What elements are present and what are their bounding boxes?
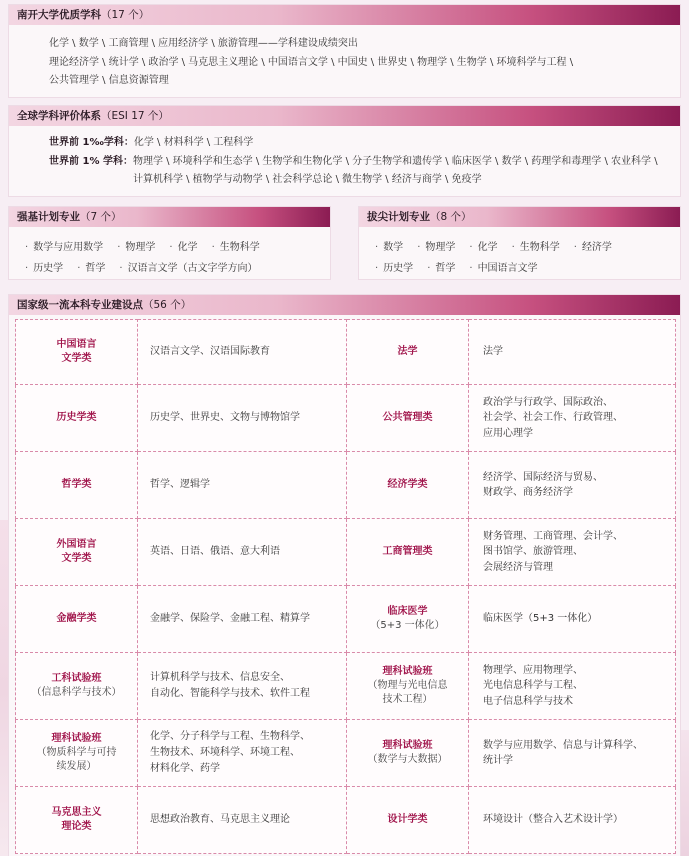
category-name-text: 金融学类 bbox=[56, 613, 97, 624]
category-name bbox=[347, 787, 469, 854]
esi-section bbox=[8, 105, 681, 197]
category-name bbox=[347, 653, 469, 720]
section-title: 拔尖计划专业 bbox=[367, 211, 430, 223]
category-name-sub: （数学与大数据） bbox=[367, 754, 448, 765]
category-name-text: 工商管理类 bbox=[382, 546, 433, 557]
section-header bbox=[359, 207, 680, 227]
table-row bbox=[16, 653, 676, 720]
major-item: · 经济学 bbox=[574, 237, 612, 258]
category-name bbox=[16, 653, 138, 720]
category-majors-text: 经济学、国际经济与贸易、 财政学、商务经济学 bbox=[483, 471, 603, 498]
category-majors bbox=[138, 586, 347, 653]
category-majors-text: 英语、日语、俄语、意大利语 bbox=[150, 546, 280, 557]
category-name bbox=[347, 452, 469, 519]
category-name-text: 哲学类 bbox=[61, 479, 92, 490]
category-majors bbox=[469, 720, 676, 787]
table-row bbox=[16, 385, 676, 452]
category-name-text: 理科试验班 bbox=[51, 733, 102, 744]
category-name-sub: （物质科学与可持 续发展） bbox=[36, 747, 117, 772]
category-majors bbox=[469, 320, 676, 385]
category-majors-text: 数学与应用数学、信息与计算科学、 统计学 bbox=[483, 739, 643, 766]
category-majors bbox=[469, 452, 676, 519]
category-name-text: 马克思主义 理论类 bbox=[51, 807, 102, 832]
esi-value: 物理学 \ 环境科学和生态学 \ 生物学和生物化学 \ 分子生物学和遗传学 \ 临床医学 \ 数学 \ 药理学和毒理学 \ 农业科学 \ 计算机科学 \ 植物学与动物学 \ 社会科学总论 \ 微生物学 \ 经济与商学 \ 免疫学 bbox=[132, 155, 658, 185]
category-majors bbox=[138, 653, 347, 720]
category-majors bbox=[469, 385, 676, 452]
major-item: · 生物科学 bbox=[512, 237, 560, 258]
category-name-text: 理科试验班 bbox=[382, 740, 433, 751]
category-majors-text: 计算机科学与技术、信息安全、 自动化、智能科学与技术、软件工程 bbox=[150, 672, 310, 699]
table-row bbox=[16, 452, 676, 519]
category-majors-text: 思想政治教育、马克思主义理论 bbox=[150, 814, 290, 825]
category-name-sub: （5+3 一体化） bbox=[370, 620, 445, 631]
category-majors-text: 化学、分子科学与工程、生物科学、 生物技术、环境科学、环境工程、 材料化学、药学 bbox=[150, 731, 310, 774]
section-title: 全球学科评价体系 bbox=[17, 110, 101, 122]
section-count: （17 个） bbox=[101, 9, 150, 21]
table-row bbox=[16, 320, 676, 385]
category-name bbox=[16, 320, 138, 385]
category-name-text: 临床医学 bbox=[387, 606, 428, 617]
discipline-line: 化学 \ 数学 \ 工商管理 \ 应用经济学 \ 旅游管理——学科建设成绩突出 bbox=[49, 38, 358, 49]
first-class-majors-section bbox=[8, 294, 681, 856]
table-row bbox=[16, 586, 676, 653]
category-name-text: 法学 bbox=[397, 346, 418, 357]
category-name-text: 理科试验班 bbox=[382, 666, 433, 677]
section-header bbox=[9, 106, 680, 126]
section-count: （ESI 17 个） bbox=[101, 110, 169, 122]
section-count: （7 个） bbox=[80, 211, 122, 223]
category-name bbox=[16, 385, 138, 452]
esi-row bbox=[9, 134, 680, 153]
section-count: （56 个） bbox=[143, 299, 192, 311]
section-header bbox=[9, 295, 680, 315]
quality-disciplines-section bbox=[8, 4, 681, 98]
section-count: （8 个） bbox=[430, 211, 472, 223]
category-name-text: 工科试验班 bbox=[51, 673, 102, 684]
category-name bbox=[16, 586, 138, 653]
category-name-text: 公共管理类 bbox=[382, 412, 433, 423]
major-item: · 数学 bbox=[375, 237, 403, 258]
major-item: · 物理学 bbox=[417, 237, 455, 258]
major-item: · 历史学 bbox=[25, 258, 63, 279]
category-majors-text: 财务管理、工商管理、会计学、 图书馆学、旅游管理、 会展经济与管理 bbox=[483, 530, 623, 573]
majors-table bbox=[15, 319, 676, 854]
category-majors bbox=[469, 519, 676, 586]
major-item: · 历史学 bbox=[375, 258, 413, 279]
major-item: · 物理学 bbox=[117, 237, 155, 258]
table-row bbox=[16, 720, 676, 787]
major-item: · 中国语言文学 bbox=[469, 258, 537, 279]
discipline-line: 理论经济学 \ 统计学 \ 政治学 \ 马克思主义理论 \ 中国语言文学 \ 中国史 \ 世界史 \ 物理学 \ 生物学 \ 环境科学与工程 \ bbox=[49, 56, 574, 68]
category-name-text: 外国语言 文学类 bbox=[56, 539, 97, 564]
category-name bbox=[16, 452, 138, 519]
category-majors bbox=[469, 653, 676, 720]
strong-base-section bbox=[8, 206, 331, 280]
category-name-text: 设计学类 bbox=[387, 814, 428, 825]
category-name-sub: （信息科学与技术） bbox=[31, 687, 122, 698]
category-name-text: 经济学类 bbox=[387, 479, 428, 490]
category-majors-text: 金融学、保险学、金融工程、精算学 bbox=[150, 613, 310, 624]
category-majors bbox=[138, 385, 347, 452]
section-header bbox=[9, 5, 680, 25]
esi-value: 化学 \ 材料科学 \ 工程科学 bbox=[133, 137, 254, 148]
major-item: · 生物科学 bbox=[212, 237, 260, 258]
category-name bbox=[347, 586, 469, 653]
section-title: 强基计划专业 bbox=[17, 211, 80, 223]
category-name-text: 历史学类 bbox=[56, 412, 97, 423]
major-item: · 汉语言文学（古文字学方向） bbox=[119, 258, 257, 279]
category-majors bbox=[469, 586, 676, 653]
category-name bbox=[16, 519, 138, 586]
table-row bbox=[16, 787, 676, 854]
category-name bbox=[347, 720, 469, 787]
category-name bbox=[347, 519, 469, 586]
discipline-line: 公共管理学 \ 信息资源管理 bbox=[49, 75, 169, 86]
esi-row bbox=[9, 153, 680, 190]
category-majors bbox=[138, 519, 347, 586]
major-item: · 哲学 bbox=[427, 258, 455, 279]
section-header bbox=[9, 207, 330, 227]
category-majors-text: 汉语言文学、汉语国际教育 bbox=[150, 346, 270, 357]
category-majors-text: 法学 bbox=[483, 346, 503, 358]
category-name bbox=[347, 320, 469, 385]
category-name bbox=[16, 720, 138, 787]
major-item: · 数学与应用数学 bbox=[25, 237, 103, 258]
category-majors-text: 哲学、逻辑学 bbox=[150, 479, 210, 490]
category-majors-text: 政治学与行政学、国际政治、 社会学、社会工作、行政管理、 应用心理学 bbox=[483, 396, 623, 439]
esi-label: 世界前 1% 学科： bbox=[49, 155, 133, 167]
category-majors bbox=[138, 320, 347, 385]
category-name-sub: （物理与光电信息 技术工程） bbox=[367, 680, 448, 705]
category-name-text: 中国语言 文学类 bbox=[56, 339, 97, 364]
section-title: 国家级一流本科专业建设点 bbox=[17, 299, 143, 311]
category-majors-text: 环境设计（整合入艺术设计学） bbox=[483, 814, 623, 826]
category-name bbox=[347, 385, 469, 452]
esi-label: 世界前 1‰学科： bbox=[49, 137, 134, 148]
category-majors-text: 物理学、应用物理学、 光电信息科学与工程、 电子信息科学与技术 bbox=[483, 664, 583, 707]
category-majors-text: 临床医学（5+3 一体化） bbox=[483, 613, 598, 625]
major-item: · 化学 bbox=[469, 237, 497, 258]
category-majors bbox=[469, 787, 676, 854]
section-title: 南开大学优质学科 bbox=[17, 9, 101, 21]
major-item: · 哲学 bbox=[77, 258, 105, 279]
category-majors bbox=[138, 787, 347, 854]
major-item: · 化学 bbox=[169, 237, 197, 258]
category-name bbox=[16, 787, 138, 854]
category-majors bbox=[138, 452, 347, 519]
category-majors bbox=[138, 720, 347, 787]
top-talent-section bbox=[358, 206, 681, 280]
table-row bbox=[16, 519, 676, 586]
category-majors-text: 历史学、世界史、文物与博物馆学 bbox=[150, 412, 300, 423]
